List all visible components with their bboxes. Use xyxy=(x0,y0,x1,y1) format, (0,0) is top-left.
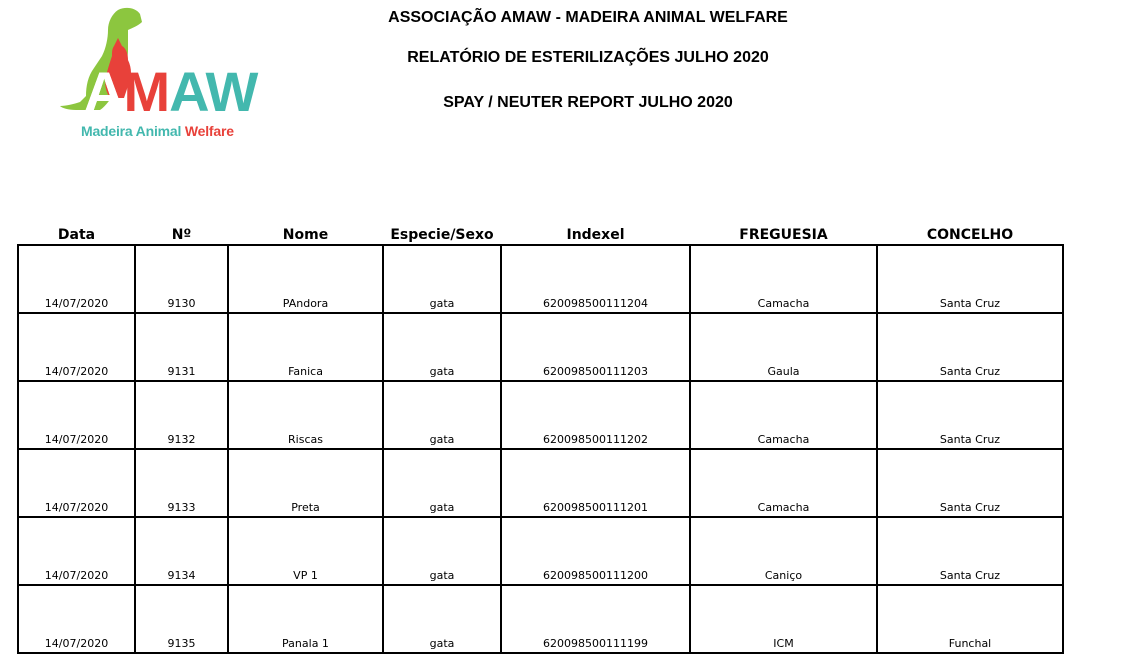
column-header-number: Nº xyxy=(135,221,228,245)
cell-indexel: 620098500111204 xyxy=(501,245,690,313)
cell-freguesia: Caniço xyxy=(690,517,877,585)
cell-species-sex: gata xyxy=(383,517,501,585)
cell-concelho: Santa Cruz xyxy=(877,381,1063,449)
column-header-species-sex: Especie/Sexo xyxy=(383,221,501,245)
cell-species-sex: gata xyxy=(383,585,501,653)
cell-indexel: 620098500111202 xyxy=(501,381,690,449)
table-row xyxy=(18,585,1063,653)
cell-freguesia: ICM xyxy=(690,585,877,653)
header-row xyxy=(18,221,1063,245)
cell-name: VP 1 xyxy=(228,517,383,585)
cell-number: 9133 xyxy=(135,449,228,517)
logo-subtitle-part1: Madeira Animal xyxy=(81,123,185,139)
cell-number: 9131 xyxy=(135,313,228,381)
cell-indexel: 620098500111200 xyxy=(501,517,690,585)
logo-letter-m: M xyxy=(123,60,170,123)
report-title-pt: RELATÓRIO DE ESTERILIZAÇÕES JULHO 2020 xyxy=(407,49,769,66)
column-header-name: Nome xyxy=(228,221,383,245)
cell-concelho: Santa Cruz xyxy=(877,313,1063,381)
logo-subtitle xyxy=(81,123,234,139)
cell-freguesia: Camacha xyxy=(690,245,877,313)
cell-indexel: 620098500111201 xyxy=(501,449,690,517)
cell-species-sex: gata xyxy=(383,245,501,313)
cell-date: 14/07/2020 xyxy=(18,313,135,381)
cell-freguesia: Camacha xyxy=(690,381,877,449)
table-header xyxy=(18,221,1063,245)
cell-name: PAndora xyxy=(228,245,383,313)
cell-date: 14/07/2020 xyxy=(18,585,135,653)
cell-number: 9130 xyxy=(135,245,228,313)
cell-name: Panala 1 xyxy=(228,585,383,653)
column-header-concelho: CONCELHO xyxy=(877,221,1063,245)
cell-freguesia: Camacha xyxy=(690,449,877,517)
cell-name: Fanica xyxy=(228,313,383,381)
cell-concelho: Santa Cruz xyxy=(877,245,1063,313)
logo-letter-a: A xyxy=(84,60,124,123)
cell-date: 14/07/2020 xyxy=(18,517,135,585)
cell-indexel: 620098500111203 xyxy=(501,313,690,381)
cell-name: Preta xyxy=(228,449,383,517)
cell-number: 9135 xyxy=(135,585,228,653)
cell-concelho: Santa Cruz xyxy=(877,449,1063,517)
cell-freguesia: Gaula xyxy=(690,313,877,381)
logo-letter-w: W xyxy=(205,60,258,123)
table-row xyxy=(18,313,1063,381)
cell-name: Riscas xyxy=(228,381,383,449)
logo-letter-a2: A xyxy=(169,60,206,123)
cell-species-sex: gata xyxy=(383,313,501,381)
cell-indexel: 620098500111199 xyxy=(501,585,690,653)
cell-date: 14/07/2020 xyxy=(18,449,135,517)
organization-title: ASSOCIAÇÃO AMAW - MADEIRA ANIMAL WELFARE xyxy=(388,9,788,26)
sterilization-table xyxy=(17,221,1064,654)
cell-species-sex: gata xyxy=(383,449,501,517)
table-row xyxy=(18,517,1063,585)
column-header-freguesia: FREGUESIA xyxy=(690,221,877,245)
cell-concelho: Funchal xyxy=(877,585,1063,653)
table-row xyxy=(18,381,1063,449)
table-row xyxy=(18,449,1063,517)
cell-date: 14/07/2020 xyxy=(18,381,135,449)
cell-number: 9134 xyxy=(135,517,228,585)
column-header-indexel: Indexel xyxy=(501,221,690,245)
cell-number: 9132 xyxy=(135,381,228,449)
table-body xyxy=(18,245,1063,653)
column-header-data: Data xyxy=(18,221,135,245)
cell-species-sex: gata xyxy=(383,381,501,449)
report-title-en: SPAY / NEUTER REPORT JULHO 2020 xyxy=(443,94,733,111)
logo-subtitle-part2: Welfare xyxy=(184,123,234,139)
table-row xyxy=(18,245,1063,313)
cell-concelho: Santa Cruz xyxy=(877,517,1063,585)
cell-date: 14/07/2020 xyxy=(18,245,135,313)
